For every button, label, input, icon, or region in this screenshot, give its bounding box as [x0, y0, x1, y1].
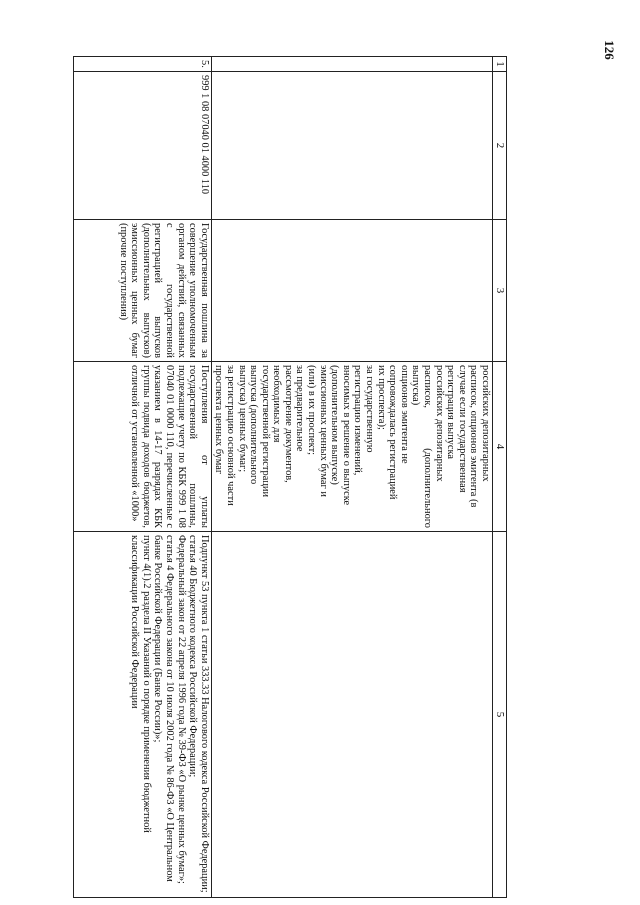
legal-basis-line: Подпункт 53 пункта 1 статьи 333.33 Налогового кодекса Российской Федерации;	[198, 535, 210, 893]
continuation-line: (или) в их проспект;	[306, 365, 318, 456]
continuation-line: расписок, опционов эмитента (в	[468, 365, 480, 508]
cell-empty	[211, 57, 492, 72]
continuation-line: регистрацию изменений,	[352, 365, 364, 476]
cell-continuation-text	[211, 362, 492, 532]
continuation-line: расписок, (дополнительного выпуска)	[410, 365, 434, 528]
continuation-line: необходимых для	[271, 365, 283, 443]
continuation-line: регистрация выпуска	[445, 365, 457, 459]
header-col-4: 4	[493, 362, 507, 532]
continuation-line: вносимых в решение о выпуске	[340, 365, 352, 506]
continuation-line: выпуска (дополнительного	[248, 365, 260, 485]
page-number: 126	[601, 40, 617, 60]
header-row	[493, 57, 507, 898]
header-col-2: 2	[493, 72, 507, 220]
kbk-code: 999 1 08 07040 01 4000 110	[74, 72, 212, 220]
continuation-line: их проспекта);	[375, 365, 387, 430]
header-col-3: 3	[493, 220, 507, 362]
continuation-line: государственной регистрации	[259, 365, 271, 498]
classification-table	[73, 56, 507, 898]
continuation-line: российских депозитарных	[433, 365, 445, 482]
cell-empty	[211, 72, 492, 220]
legal-basis-line: пункт 4(1).2 раздела II Указаний о порядке применения бюджетной классификации Российской Федерации	[129, 535, 152, 833]
row-number: 5.	[74, 57, 212, 72]
header-col-1: 1	[493, 57, 507, 72]
cell-empty	[211, 532, 492, 898]
continuation-line: за государственную	[364, 365, 376, 453]
continuation-line: сопровождалась регистрацией	[387, 365, 399, 500]
continuation-line: опционов эмитента не	[398, 365, 410, 464]
continuation-line: случае если государственная	[456, 365, 468, 493]
header-col-5: 5	[493, 532, 507, 898]
continuation-line: за регистрацию основной части	[224, 365, 236, 506]
continuation-line: (дополнительном выпуске)	[329, 365, 341, 485]
continuation-line: российских депозитарных	[480, 365, 491, 482]
legal-basis-line: статья 4 Федерального закона от 10 июля 2002 года № 86-ФЗ «О Центральном банке Российской Федерации (Банке России)»;	[152, 535, 175, 882]
legal-basis-line: Федеральный закон от 22 апреля 1996 года № 39-ФЗ «О рынке ценных бумаг»;	[175, 535, 187, 884]
cell-empty	[211, 220, 492, 362]
legal-basis	[74, 532, 212, 898]
table-row-continuation	[211, 57, 492, 898]
continuation-line: эмиссионных ценных бумаг и	[317, 365, 329, 497]
income-description: Поступления от уплаты государственной пошлины, подлежащие учету по КБК 999 1 08 07040 01 0000 110, перечисленные с указанием в 14-17 разрядах КБК группы подвида доходов бюджетов, отличной от установленной «1000»	[74, 362, 212, 532]
continuation-line: выпуска) ценных бумаг;	[236, 365, 248, 473]
continuation-line: проспекта ценных бумаг	[213, 365, 225, 475]
income-name: Государственная пошлина за совершение уполномоченным органом действий, связанных с государственной регистрацией выпусков (дополнительных выпусков) эмиссионных ценных бумаг (прочие поступления)	[74, 220, 212, 362]
table-row-5	[74, 57, 212, 898]
continuation-line: рассмотрение документов,	[282, 365, 294, 483]
continuation-line: за предварительное	[294, 365, 306, 452]
rotated-table-container	[73, 56, 507, 898]
legal-basis-line: статья 40 Бюджетного кодекса Российской Федерации;	[187, 535, 199, 778]
